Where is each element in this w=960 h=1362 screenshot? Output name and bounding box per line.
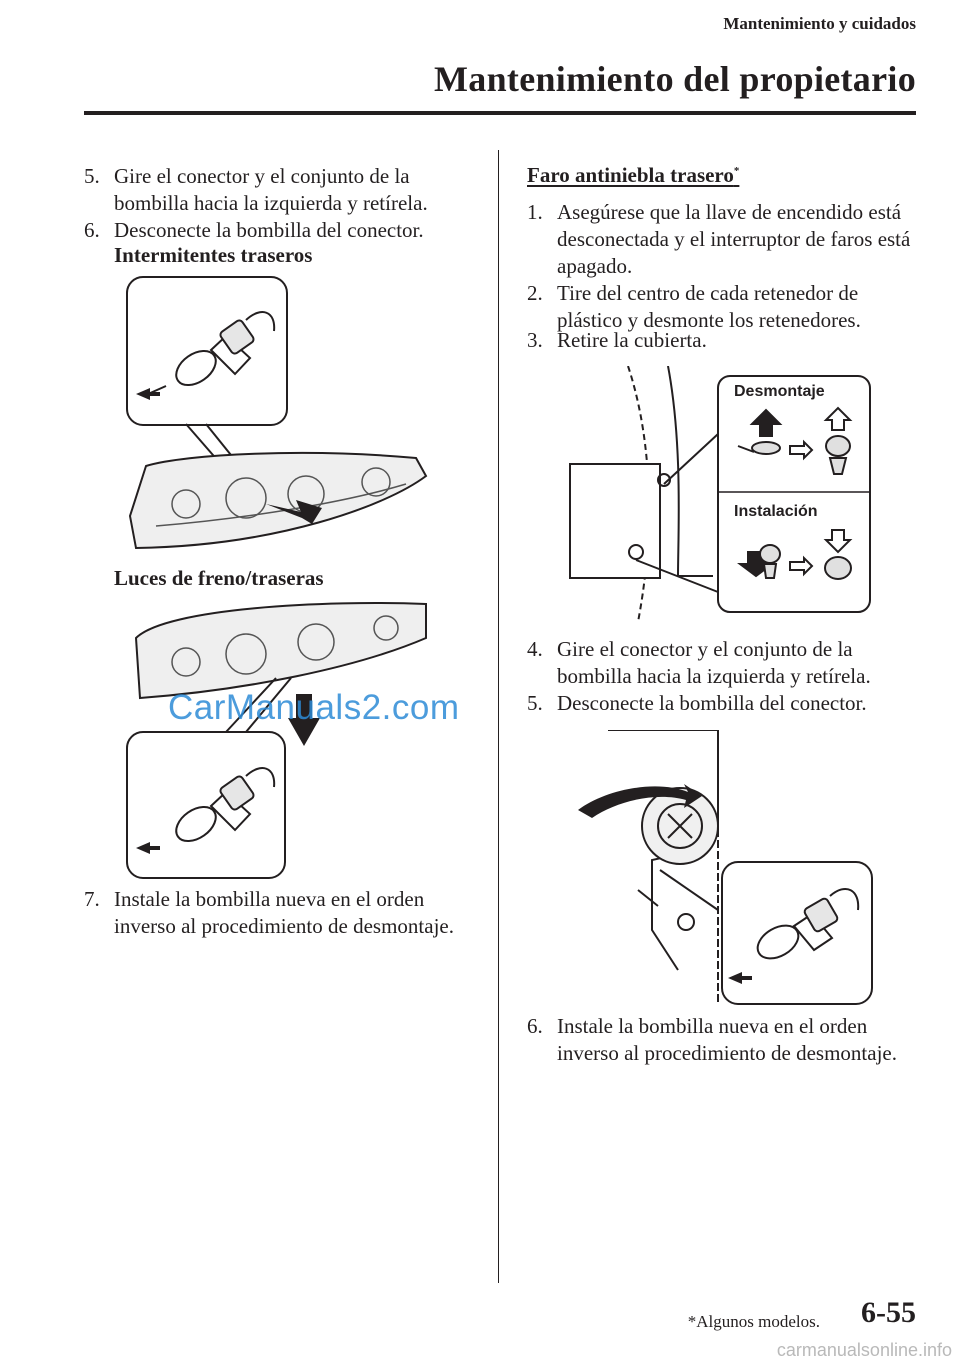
step-text: Gire el conector y el conjunto de la bombilla hacia la izquierda y retírela. (557, 637, 871, 688)
watermark: CarManuals2.com (168, 688, 460, 727)
header-rule (84, 111, 916, 115)
step-number: 4. (527, 637, 543, 661)
subheading-rear-turn-signals: Intermitentes traseros (114, 243, 313, 267)
step-number: 1. (527, 200, 543, 224)
section-title: Mantenimiento del propietario (434, 59, 916, 99)
step-4-right (527, 636, 917, 690)
section-heading-text: Faro antiniebla trasero (527, 163, 734, 187)
step-text: Desconecte la bombilla del conector. (114, 218, 424, 242)
chapter-title: Mantenimiento y cuidados (723, 14, 916, 33)
footnote: *Algunos modelos. (687, 1312, 820, 1331)
step-text: Retire la cubierta. (557, 328, 707, 352)
step-number: 6. (84, 218, 100, 242)
step-number: 2. (527, 281, 543, 305)
step-6-right (527, 1013, 917, 1067)
column-divider (498, 150, 499, 1283)
optional-mark: * (733, 165, 740, 177)
step-text: Asegúrese que la llave de encendido está desconectada y el interruptor de faros está apagado. (557, 200, 911, 278)
page-number: 6-55 (861, 1296, 916, 1329)
label-installation: Instalación (734, 503, 818, 520)
step-5-right (527, 690, 917, 717)
figure-brake-tail-bulb (126, 598, 436, 880)
step-text: Gire el conector y el conjunto de la bombilla hacia la izquierda y retírela. (114, 164, 428, 215)
figure-rear-fog-bulb (568, 730, 878, 1006)
step-text: Instale la bombilla nueva en el orden inverso al procedimiento de desmontaje. (557, 1014, 897, 1065)
label-removal: Desmontaje (734, 383, 825, 400)
step-1-right (527, 199, 917, 280)
step-3-right (527, 327, 917, 354)
subheading-brake-tail-lights: Luces de freno/traseras (114, 566, 324, 590)
step-number: 7. (84, 887, 100, 911)
figure-rear-turn-bulb (126, 276, 436, 556)
step-number: 6. (527, 1014, 543, 1038)
step-2-right (527, 280, 917, 334)
step-number: 5. (84, 164, 100, 188)
figure-retainer (568, 366, 878, 622)
step-text: Tire del centro de cada retenedor de plástico y desmonte los retenedores. (557, 281, 861, 332)
site-watermark: carmanualsonline.info (776, 1340, 952, 1360)
step-6-left (84, 217, 484, 244)
step-5-left (84, 163, 484, 217)
step-text: Desconecte la bombilla del conector. (557, 691, 867, 715)
step-number: 5. (527, 691, 543, 715)
step-text: Instale la bombilla nueva en el orden inverso al procedimiento de desmontaje. (114, 887, 454, 938)
section-heading-rear-fog (527, 163, 739, 188)
step-number: 3. (527, 328, 543, 352)
step-7-left (84, 886, 484, 940)
